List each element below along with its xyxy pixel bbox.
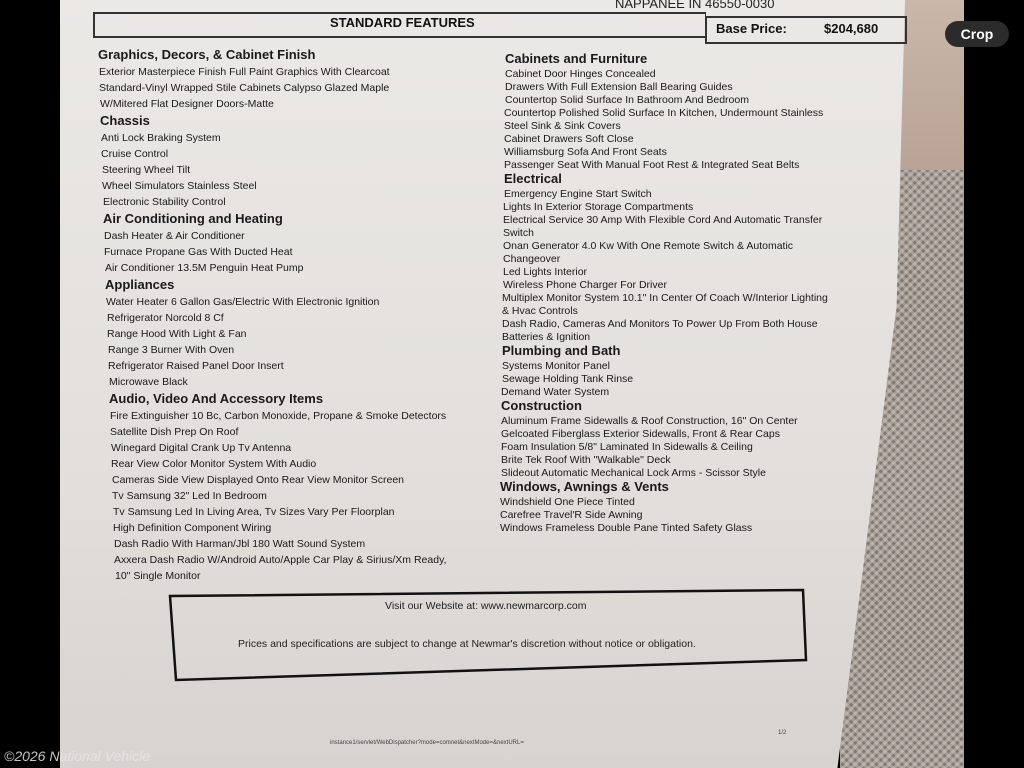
feature-item: Sewage Holding Tank Rinse [502, 373, 634, 385]
feature-item: Electrical Service 30 Amp With Flexible Cord And Automatic Transfer [503, 214, 823, 226]
feature-item: Brite Tek Roof With "Walkable" Deck [501, 454, 671, 466]
page-number: 1/2 [778, 730, 787, 736]
feature-item: Batteries & Ignition [502, 331, 591, 343]
feature-item: Led Lights Interior [503, 266, 588, 278]
feature-item: W/Mitered Flat Designer Doors-Matte [100, 98, 274, 110]
feature-item: Anti Lock Braking System [101, 132, 221, 144]
feature-item: Standard-Vinyl Wrapped Stile Cabinets Calypso Glazed Maple [99, 82, 390, 94]
section-heading: Plumbing and Bath [502, 343, 621, 358]
feature-item: Wireless Phone Charger For Driver [503, 279, 667, 291]
feature-item: Exterior Masterpiece Finish Full Paint Graphics With Clearcoat [99, 66, 390, 78]
section-heading: Cabinets and Furniture [505, 51, 648, 66]
header-title: STANDARD FEATURES [330, 15, 475, 30]
section-heading: Construction [501, 398, 582, 413]
feature-item: Rear View Color Monitor System With Audio [111, 458, 317, 470]
feature-item: Refrigerator Raised Panel Door Insert [108, 360, 284, 372]
section-heading: Graphics, Decors, & Cabinet Finish [98, 47, 316, 62]
watermark: ©2026 National Vehicle [4, 748, 151, 764]
feature-item: Emergency Engine Start Switch [504, 188, 652, 200]
section-heading: Air Conditioning and Heating [103, 211, 283, 226]
feature-item: Countertop Polished Solid Surface In Kitchen, Undermount Stainless [504, 107, 824, 119]
feature-item: Steel Sink & Sink Covers [504, 120, 621, 132]
footer-website: Visit our Website at: www.newmarcorp.com [385, 600, 587, 612]
feature-item: Tv Samsung Led In Living Area, Tv Sizes Vary Per Floorplan [113, 506, 395, 518]
section-heading: Appliances [105, 277, 175, 292]
feature-item: Furnace Propane Gas With Ducted Heat [104, 246, 293, 258]
section-heading: Audio, Video And Accessory Items [109, 391, 324, 406]
feature-item: Winegard Digital Crank Up Tv Antenna [111, 442, 292, 454]
feature-item: Range Hood With Light & Fan [107, 328, 247, 340]
feature-item: Williamsburg Sofa And Front Seats [504, 146, 667, 158]
feature-item: Range 3 Burner With Oven [108, 344, 235, 356]
feature-item: Refrigerator Norcold 8 Cf [107, 312, 224, 324]
feature-item: Demand Water System [501, 386, 610, 398]
print-url: instance1/servlet/WebDispatcher?mode=comnet&nextMode=&nextURL= [330, 740, 524, 746]
feature-item: Drawers With Full Extension Ball Bearing Guides [505, 81, 733, 93]
feature-item: Satellite Dish Prep On Roof [110, 426, 239, 438]
feature-item: Lights In Exterior Storage Compartments [503, 201, 694, 213]
feature-item: Slideout Automatic Mechanical Lock Arms - Scissor Style [501, 467, 766, 479]
feature-item: 10" Single Monitor [115, 570, 201, 582]
feature-item: Onan Generator 4.0 Kw With One Remote Switch & Automatic [503, 240, 794, 252]
feature-item: Gelcoated Fiberglass Exterior Sidewalls, Front & Rear Caps [501, 428, 780, 440]
feature-item: Cabinet Drawers Soft Close [504, 133, 634, 145]
feature-item: Tv Samsung 32" Led In Bedroom [112, 490, 267, 502]
feature-item: Passenger Seat With Manual Foot Rest & Integrated Seat Belts [504, 159, 800, 171]
feature-item: Air Conditioner 13.5M Penguin Heat Pump [105, 262, 304, 274]
feature-item: Dash Radio With Harman/Jbl 180 Watt Sound System [114, 538, 366, 550]
feature-item: Dash Heater & Air Conditioner [104, 230, 245, 242]
section-heading: Chassis [100, 113, 150, 128]
feature-item: Cabinet Door Hinges Concealed [505, 68, 656, 80]
footer-disclaimer: Prices and specifications are subject to change at Newmar's discretion without notice or obligation. [238, 638, 696, 650]
feature-item: Windows Frameless Double Pane Tinted Safety Glass [500, 522, 753, 534]
feature-item: Cameras Side View Displayed Onto Rear View Monitor Screen [112, 474, 404, 486]
feature-item: & Hvac Controls [502, 305, 578, 317]
feature-item: Wheel Simulators Stainless Steel [102, 180, 257, 192]
feature-item: Multiplex Monitor System 10.1" In Center Of Coach W/Interior Lighting [502, 292, 828, 304]
feature-item: Axxera Dash Radio W/Android Auto/Apple Car Play & Sirius/Xm Ready, [114, 554, 447, 566]
base-price-label: Base Price: [716, 21, 787, 36]
crop-button[interactable]: Crop [945, 21, 1009, 47]
feature-item: Aluminum Frame Sidewalls & Roof Construction, 16" On Center [501, 415, 798, 427]
feature-item: Windshield One Piece Tinted [500, 496, 635, 508]
feature-item: Water Heater 6 Gallon Gas/Electric With Electronic Ignition [106, 296, 380, 308]
base-price-value: $204,680 [824, 21, 879, 36]
feature-item: Countertop Solid Surface In Bathroom And Bedroom [505, 94, 749, 106]
feature-item: Cruise Control [101, 148, 169, 160]
feature-item: Switch [503, 227, 534, 239]
section-heading: Windows, Awnings & Vents [500, 479, 669, 494]
feature-item: Foam Insulation 5/8" Laminated In Sidewalls & Ceiling [501, 441, 753, 453]
dealer-address: NAPPANEE IN 46550-0030 [615, 0, 775, 11]
feature-item: Systems Monitor Panel [502, 360, 610, 372]
feature-item: Fire Extinguisher 10 Bc, Carbon Monoxide, Propane & Smoke Detectors [110, 410, 447, 422]
feature-item: Carefree Travel'R Side Awning [500, 509, 643, 521]
feature-item: Changeover [503, 253, 561, 265]
feature-item: High Definition Component Wiring [113, 522, 272, 534]
feature-item: Electronic Stability Control [103, 196, 226, 208]
feature-item: Dash Radio, Cameras And Monitors To Power Up From Both House [502, 318, 818, 330]
section-heading: Electrical [504, 171, 562, 186]
feature-item: Steering Wheel Tilt [102, 164, 191, 176]
feature-item: Microwave Black [109, 376, 188, 388]
